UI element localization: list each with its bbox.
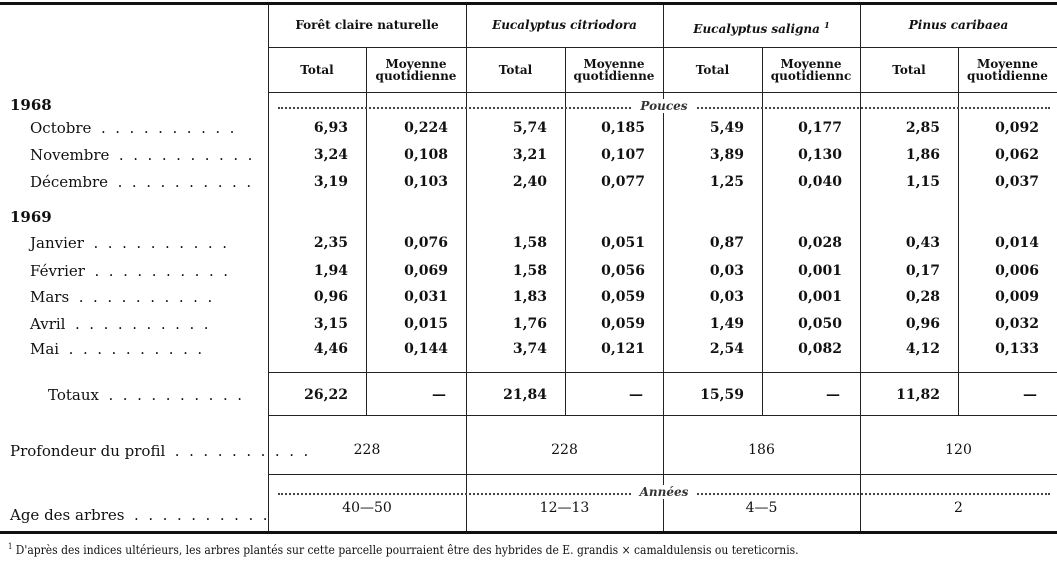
- table-cell: 4,46: [313, 341, 348, 357]
- table-cell: 6,93: [313, 120, 348, 136]
- table-cell: —: [432, 387, 446, 403]
- table-cell: 1,49: [709, 316, 744, 332]
- footnote-mark: 1: [8, 542, 13, 551]
- table-cell: 0,133: [995, 341, 1039, 357]
- month-label: Mai . .: [30, 340, 202, 358]
- table-cell: 3,74: [512, 341, 547, 357]
- table-cell: —: [1023, 387, 1037, 403]
- footnote-ref: 1: [824, 20, 830, 30]
- table-cell: 0,015: [404, 316, 448, 332]
- table-cell: 0,17: [905, 263, 940, 279]
- table-cell: 0,43: [905, 235, 940, 251]
- group-header-label: Eucalyptus citriodora: [492, 18, 637, 32]
- table-cell: 0,009: [995, 289, 1039, 305]
- table-cell: 0,082: [798, 341, 842, 357]
- table-cell: 0,077: [601, 174, 645, 190]
- table-cell: 0,87: [709, 235, 744, 251]
- table-cell: 1,25: [709, 174, 744, 190]
- age-value: 12—13: [539, 500, 590, 516]
- depth-value: 228: [551, 442, 578, 458]
- table-cell: 0,014: [995, 235, 1039, 251]
- table-cell: 11,82: [896, 387, 940, 403]
- table-cell: 3,24: [313, 147, 348, 163]
- table-cell: 0,96: [905, 316, 940, 332]
- table-cell: 0,050: [798, 316, 842, 332]
- table-cell: 0,96: [313, 289, 348, 305]
- table-cell: 0,069: [404, 263, 448, 279]
- table-cell: 0,107: [601, 147, 645, 163]
- table-cell: 0,037: [995, 174, 1039, 190]
- table-cell: 3,89: [709, 147, 744, 163]
- table-cell: 1,58: [512, 235, 547, 251]
- table-cell: 0,108: [404, 147, 448, 163]
- table-cell: 3,19: [313, 174, 348, 190]
- year-label: 1968: [10, 96, 52, 114]
- table-cell: —: [826, 387, 840, 403]
- table-cell: 0,006: [995, 263, 1039, 279]
- age-value: 4—5: [745, 500, 778, 516]
- footnote: [8, 542, 799, 557]
- table-cell: 0,059: [601, 316, 645, 332]
- month-label: Octobre . .: [30, 119, 234, 137]
- column-header: Moyenne quotidienne: [573, 57, 655, 83]
- table-cell: 3,15: [313, 316, 348, 332]
- month-label: Février . .: [30, 262, 228, 280]
- table-cell: 1,86: [905, 147, 940, 163]
- age-value: 2: [954, 500, 963, 516]
- table-cell: 0,001: [798, 263, 842, 279]
- table-cell: 26,22: [304, 387, 348, 403]
- table-cell: 3,21: [512, 147, 547, 163]
- table-cell: 2,40: [512, 174, 547, 190]
- table-cell: 0,185: [601, 120, 645, 136]
- table-cell: 0,059: [601, 289, 645, 305]
- table-cell: 1,76: [512, 316, 547, 332]
- unit-row-inches: [278, 99, 1050, 113]
- month-label: Avril . .: [30, 315, 209, 333]
- column-header: Moyenne quotidiennc: [770, 57, 852, 83]
- group-header-label: Eucalyptus saligna: [693, 22, 820, 36]
- table-cell: 0,031: [404, 289, 448, 305]
- bottom-rule: [0, 531, 1057, 534]
- table-cell: 0,040: [798, 174, 842, 190]
- table-cell: 0,062: [995, 147, 1039, 163]
- table-cell: 0,130: [798, 147, 842, 163]
- month-label: Janvier . .: [30, 234, 227, 252]
- table-cell: 0,056: [601, 263, 645, 279]
- table-cell: 0,144: [404, 341, 448, 357]
- table-cell: 0,121: [601, 341, 645, 357]
- month-label: Décembre . .: [30, 173, 251, 191]
- table-cell: 0,092: [995, 120, 1039, 136]
- column-header: Total: [498, 63, 533, 77]
- table-cell: 0,03: [709, 289, 744, 305]
- year-label: 1969: [10, 208, 52, 226]
- group-header: [466, 3, 663, 47]
- column-header: Total: [300, 63, 334, 77]
- table-cell: 1,83: [512, 289, 547, 305]
- group-header-label: Forêt claire naturelle: [295, 18, 439, 32]
- table-cell: 0,032: [995, 316, 1039, 332]
- table-cell: 0,028: [798, 235, 842, 251]
- table-cell: 2,35: [313, 235, 348, 251]
- age-value: 40—50: [342, 500, 392, 516]
- table-cell: 5,74: [512, 120, 547, 136]
- table-cell: 0,177: [798, 120, 842, 136]
- totals-label: Totaux . .: [48, 386, 242, 404]
- table-cell: 2,54: [709, 341, 744, 357]
- group-header: [268, 3, 466, 47]
- table-cell: —: [629, 387, 643, 403]
- table-cell: 1,15: [905, 174, 940, 190]
- unit-label: Pouces: [632, 99, 695, 113]
- depth-label: Profondeur du profil . .: [10, 442, 308, 460]
- column-header: Moyenne quotidienne: [967, 57, 1048, 83]
- table-cell: 0,076: [404, 235, 448, 251]
- group-header: [860, 3, 1057, 47]
- month-label: Mars . .: [30, 288, 212, 306]
- column-header: Moyenne quotidienne: [375, 57, 457, 83]
- table-cell: 0,103: [404, 174, 448, 190]
- depth-value: 186: [748, 442, 775, 458]
- depth-value: 228: [353, 442, 381, 458]
- table-cell: 15,59: [700, 387, 744, 403]
- table-cell: 5,49: [709, 120, 744, 136]
- table-cell: 1,58: [512, 263, 547, 279]
- column-header: Total: [695, 63, 730, 77]
- age-label: Age des arbres . .: [10, 506, 268, 524]
- column-header: Total: [892, 63, 926, 77]
- table-cell: 0,224: [404, 120, 448, 136]
- table-cell: 0,28: [905, 289, 940, 305]
- footnote-text: D'après des indices ultérieurs, les arbres plantés sur cette parcelle pourraient être des hybrides de E. grandis × camaldulensis ou tereticornis.: [15, 542, 799, 558]
- table-cell: 0,001: [798, 289, 842, 305]
- month-label: Novembre . .: [30, 146, 252, 164]
- table-cell: 0,03: [709, 263, 744, 279]
- depth-value: 120: [945, 442, 972, 458]
- unit-label: Années: [632, 485, 697, 499]
- unit-row-years: [278, 485, 1050, 499]
- table-cell: 2,85: [905, 120, 940, 136]
- table-cell: 1,94: [313, 263, 348, 279]
- group-header-label: Pinus caribaea: [908, 18, 1009, 32]
- table-cell: 0,051: [601, 235, 645, 251]
- group-header: [663, 3, 860, 47]
- table-cell: 21,84: [503, 387, 547, 403]
- table-cell: 4,12: [905, 341, 940, 357]
